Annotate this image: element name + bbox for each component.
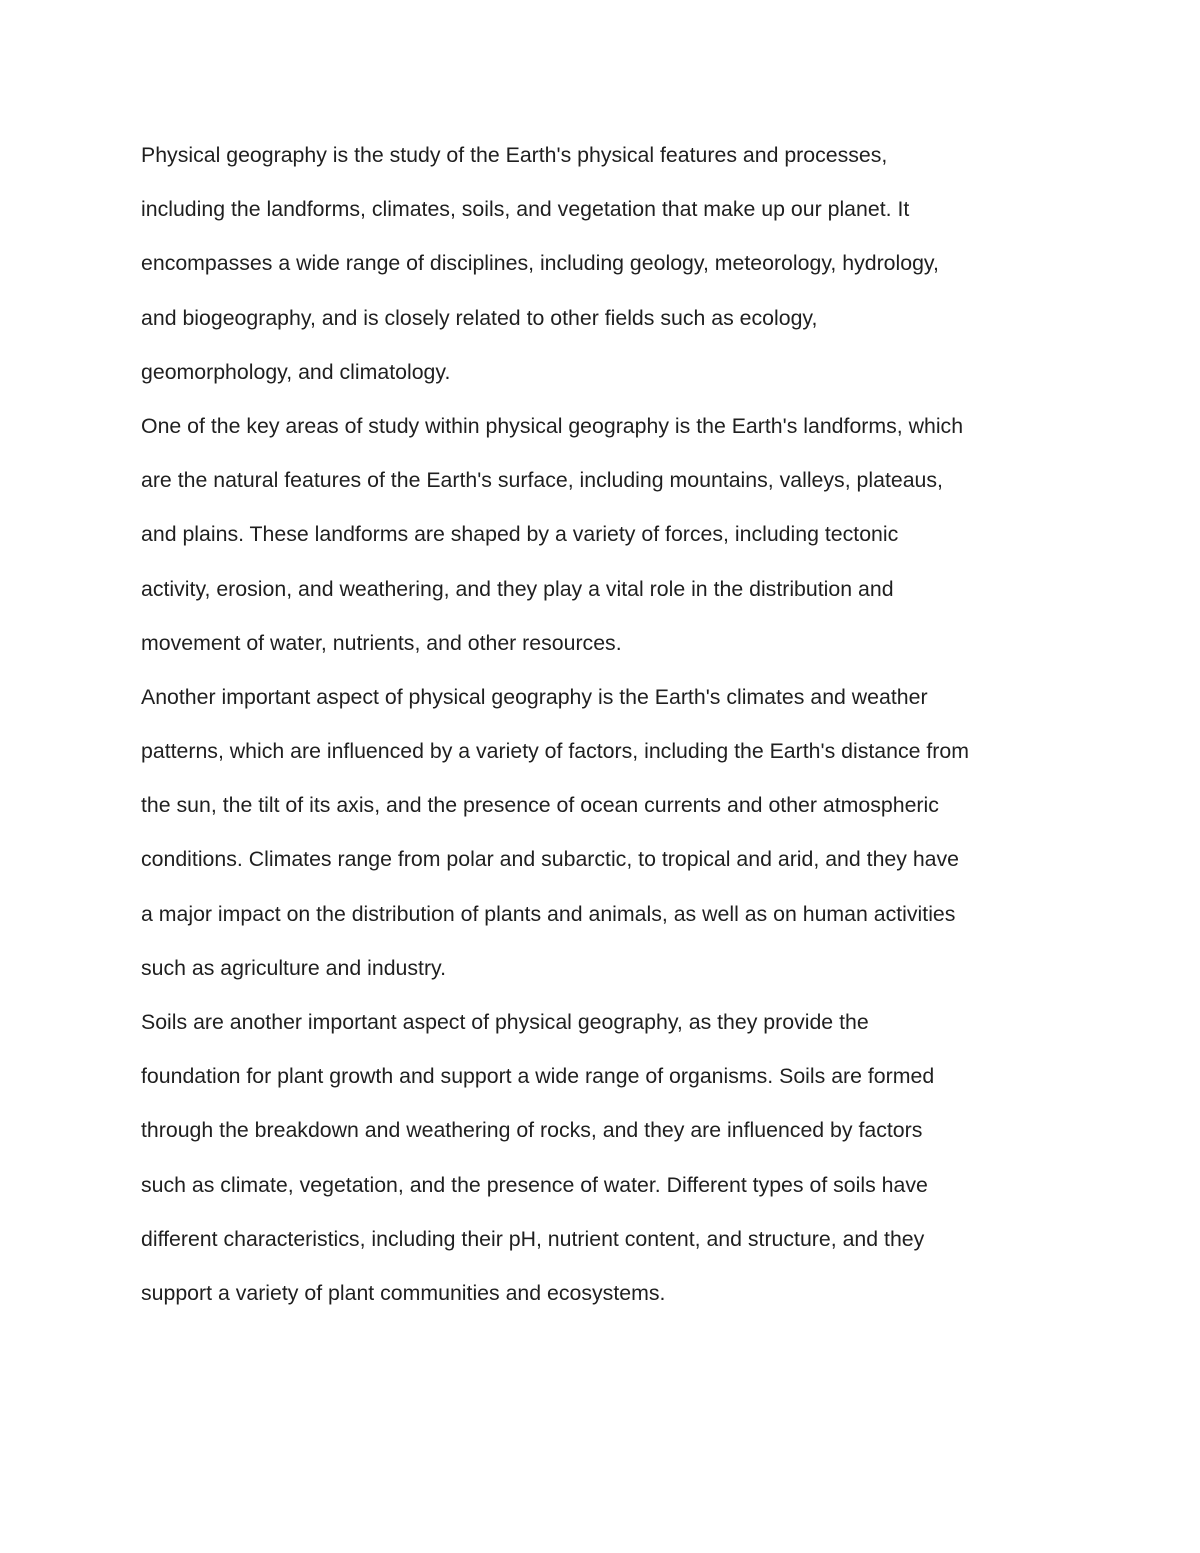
text-line: patterns, which are influenced by a variety of factors, including the Earth's distance from — [141, 739, 969, 764]
paragraph-intro — [141, 128, 1101, 399]
text-line: conditions. Climates range from polar and subarctic, to tropical and arid, and they have — [141, 847, 960, 872]
text-line: activity, erosion, and weathering, and they play a vital role in the distribution and — [141, 576, 894, 601]
paragraph-climates — [141, 670, 1101, 995]
paragraph-soils — [141, 995, 1101, 1320]
text-line: are the natural features of the Earth's surface, including mountains, valleys, plateaus, — [141, 468, 943, 493]
text-line: support a variety of plant communities and ecosystems. — [141, 1280, 666, 1305]
text-line: Soils are another important aspect of physical geography, as they provide the — [141, 1010, 869, 1034]
text-line: and biogeography, and is closely related to other fields such as ecology, — [141, 305, 818, 330]
text-line: encompasses a wide range of disciplines, including geology, meteorology, hydrology, — [141, 251, 939, 276]
document-body — [141, 128, 1101, 1320]
text-line: different characteristics, including their pH, nutrient content, and structure, and they — [141, 1226, 925, 1251]
text-line: movement of water, nutrients, and other resources. — [141, 630, 622, 655]
text-line: One of the key areas of study within physical geography is the Earth's landforms, which — [141, 413, 964, 438]
text-line: the sun, the tilt of its axis, and the presence of ocean currents and other atmospheric — [141, 793, 939, 818]
text-line: such as agriculture and industry. — [141, 955, 447, 980]
text-line: foundation for plant growth and support a wide range of organisms. Soils are formed — [141, 1064, 935, 1089]
paragraph-landforms — [141, 399, 1101, 670]
text-line: Another important aspect of physical geography is the Earth's climates and weather — [141, 684, 928, 709]
text-line: through the breakdown and weathering of rocks, and they are influenced by factors — [141, 1118, 923, 1143]
text-line: geomorphology, and climatology. — [141, 359, 451, 384]
text-line: such as climate, vegetation, and the presence of water. Different types of soils have — [141, 1172, 928, 1197]
text-line: a major impact on the distribution of plants and animals, as well as on human activities — [141, 901, 956, 926]
text-line: Physical geography is the study of the Earth's physical features and processes, — [141, 143, 888, 167]
text-line: including the landforms, climates, soils, and vegetation that make up our planet. It — [141, 197, 910, 222]
text-line: and plains. These landforms are shaped by a variety of forces, including tectonic — [141, 522, 899, 547]
